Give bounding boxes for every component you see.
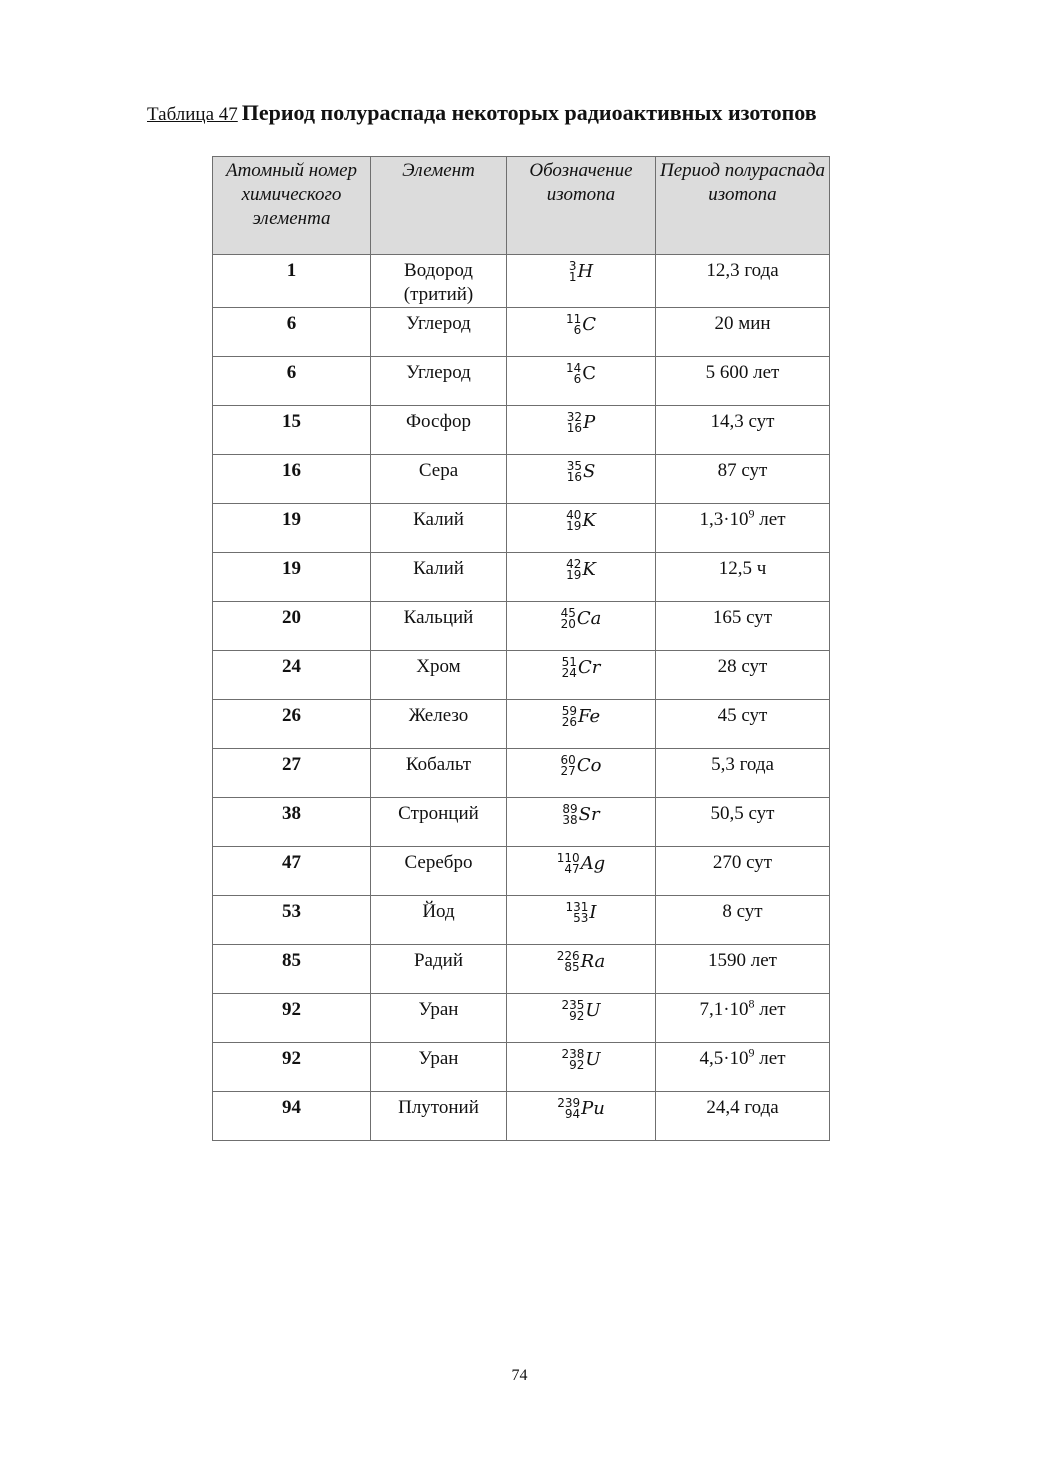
table-title: Период полураспада некоторых радиоактивных изотопов: [241, 100, 817, 125]
element-cell: [371, 896, 507, 945]
isotope-numbers: [561, 997, 585, 1023]
half-life-unit: лет: [754, 1048, 786, 1069]
half-life-exponent: 9: [748, 506, 755, 521]
isotope-numbers: [566, 507, 582, 533]
atomic-number-cell: [213, 406, 371, 455]
atomic-number-cell: [213, 455, 371, 504]
atomic-number: 53: [282, 901, 301, 922]
isotope-numbers: [560, 752, 576, 778]
proton-number: 38: [562, 812, 578, 827]
element-name: Йод: [422, 901, 455, 922]
half-life-value: 87 сут: [717, 460, 768, 481]
atomic-number: 16: [282, 460, 301, 481]
table-row: [213, 700, 830, 749]
proton-number: 47: [564, 861, 580, 876]
mass-number: 32: [566, 409, 583, 424]
isotope-numbers: [565, 360, 582, 386]
element-cell: [371, 798, 507, 847]
half-life-value: 4,5·10: [699, 1048, 749, 1069]
half-life-unit: лет: [754, 999, 786, 1020]
element-symbol: Ca: [576, 607, 602, 629]
isotope-cell: [507, 455, 656, 504]
atomic-number-cell: [213, 994, 371, 1043]
proton-number: 27: [560, 763, 576, 778]
isotope-numbers: [561, 703, 578, 729]
element-symbol: Pu: [581, 1097, 605, 1119]
proton-number: 94: [564, 1106, 581, 1121]
header-element: Элемент: [371, 157, 507, 255]
half-life-cell: [656, 700, 830, 749]
proton-number: 19: [566, 518, 582, 533]
isotope-notation: [566, 557, 596, 582]
half-life-value: 5 600 лет: [705, 362, 780, 383]
atomic-number: 47: [282, 852, 301, 873]
mass-number: 131: [565, 899, 589, 914]
half-life-cell: [656, 945, 830, 994]
atomic-number-cell: [213, 896, 371, 945]
half-life-unit: лет: [754, 509, 786, 530]
element-symbol: K: [582, 558, 596, 580]
element-cell: [371, 1092, 507, 1141]
element-symbol: Sr: [578, 803, 600, 825]
isotope-notation: [557, 949, 606, 974]
isotope-cell: [507, 651, 656, 700]
isotope-cell: [507, 255, 656, 308]
isotope-numbers: [557, 1095, 581, 1121]
element-cell: [371, 553, 507, 602]
table-body: [213, 255, 830, 1141]
element-name: Углерод: [406, 313, 471, 334]
proton-number: 6: [573, 371, 582, 386]
half-life-cell: [656, 1043, 830, 1092]
half-life-value: 45 сут: [717, 705, 768, 726]
isotope-notation: [557, 851, 605, 876]
proton-number: 92: [569, 1057, 585, 1072]
proton-number: 26: [561, 714, 578, 729]
element-name: Серебро: [404, 852, 473, 873]
atomic-number: 15: [282, 411, 301, 432]
atomic-number: 24: [282, 656, 301, 677]
isotope-notation: [562, 802, 599, 827]
table-header: [213, 157, 830, 255]
element-name: Углерод: [406, 362, 471, 383]
table-row: [213, 945, 830, 994]
element-symbol: C: [582, 313, 597, 335]
atomic-number: 26: [282, 705, 301, 726]
atomic-number-cell: [213, 504, 371, 553]
atomic-number-cell: [213, 749, 371, 798]
proton-number: 16: [566, 469, 582, 484]
isotope-numbers: [566, 556, 582, 582]
element-symbol: Ra: [580, 950, 606, 972]
proton-number: 24: [561, 665, 577, 680]
table-row: [213, 651, 830, 700]
mass-number: 3: [568, 258, 577, 273]
isotope-cell: [507, 798, 656, 847]
mass-number: 40: [566, 507, 582, 522]
element-name: Сера: [418, 460, 459, 481]
atomic-number: 19: [282, 509, 301, 530]
half-life-cell: [656, 847, 830, 896]
table-number-label: Таблица 47: [147, 104, 238, 125]
element-cell: [371, 255, 507, 308]
isotope-cell: [507, 357, 656, 406]
element-symbol: U: [585, 999, 601, 1021]
half-life-value: 7,1·10: [699, 999, 749, 1020]
atomic-number: 92: [282, 999, 301, 1020]
half-life-cell: [656, 553, 830, 602]
element-name: Водород (тритий): [403, 260, 474, 305]
mass-number: 110: [556, 850, 580, 865]
isotope-cell: [507, 749, 656, 798]
half-life-cell: [656, 308, 830, 357]
half-life-value: 20 мин: [714, 313, 771, 334]
mass-number: 59: [561, 703, 578, 718]
isotope-notation: [557, 1096, 605, 1121]
element-name: Хром: [416, 656, 461, 677]
mass-number: 226: [556, 948, 580, 963]
proton-number: 92: [569, 1008, 585, 1023]
isotope-notation: [569, 259, 593, 284]
isotope-numbers: [566, 409, 583, 435]
atomic-number: 20: [282, 607, 301, 628]
atomic-number: 6: [286, 362, 297, 383]
mass-number: 51: [561, 654, 577, 669]
table-row: [213, 455, 830, 504]
atomic-number-cell: [213, 553, 371, 602]
element-symbol: Ag: [580, 852, 606, 874]
atomic-number-cell: [213, 945, 371, 994]
atomic-number: 19: [282, 558, 301, 579]
half-life-cell: [656, 455, 830, 504]
isotope-numbers: [565, 311, 582, 337]
mass-number: 35: [566, 458, 582, 473]
element-cell: [371, 357, 507, 406]
element-cell: [371, 1043, 507, 1092]
atomic-number: 92: [282, 1048, 301, 1069]
mass-number: 60: [560, 752, 576, 767]
mass-number: 45: [560, 605, 576, 620]
atomic-number-cell: [213, 308, 371, 357]
element-cell: [371, 602, 507, 651]
isotope-numbers: [561, 654, 577, 680]
isotope-cell: [507, 945, 656, 994]
table-row: [213, 1092, 830, 1141]
element-cell: [371, 406, 507, 455]
isotope-cell: [507, 896, 656, 945]
half-life-cell: [656, 651, 830, 700]
table-row: [213, 994, 830, 1043]
element-cell: [371, 651, 507, 700]
element-symbol: H: [577, 260, 594, 282]
isotope-cell: [507, 700, 656, 749]
atomic-number-cell: [213, 1092, 371, 1141]
element-symbol: K: [582, 509, 596, 531]
atomic-number: 85: [282, 950, 301, 971]
table-row: [213, 504, 830, 553]
isotope-notation: [566, 508, 596, 533]
isotope-notation: [561, 1047, 600, 1072]
isotope-notation: [567, 459, 596, 484]
isotope-numbers: [562, 801, 578, 827]
isotope-numbers: [561, 1046, 585, 1072]
isotope-notation: [562, 655, 601, 680]
half-life-cell: [656, 798, 830, 847]
isotope-numbers: [566, 458, 582, 484]
element-cell: [371, 455, 507, 504]
element-name: Плутоний: [398, 1097, 479, 1118]
isotope-cell: [507, 406, 656, 455]
half-life-exponent: 9: [748, 1045, 755, 1060]
half-life-value: 28 сут: [717, 656, 768, 677]
isotope-cell: [507, 847, 656, 896]
atomic-number: 1: [286, 260, 297, 281]
isotope-cell: [507, 553, 656, 602]
element-symbol: P: [583, 411, 596, 433]
mass-number: 238: [561, 1046, 585, 1061]
table-row: [213, 406, 830, 455]
half-life-cell: [656, 406, 830, 455]
atomic-number-cell: [213, 798, 371, 847]
element-symbol: Fe: [578, 705, 601, 727]
mass-number: 42: [566, 556, 582, 571]
table-row: [213, 255, 830, 308]
isotope-notation: [566, 361, 596, 386]
atomic-number: 27: [282, 754, 301, 775]
isotope-cell: [507, 504, 656, 553]
table-row: [213, 1043, 830, 1092]
atomic-number-cell: [213, 1043, 371, 1092]
atomic-number-cell: [213, 700, 371, 749]
mass-number: 11: [565, 311, 582, 326]
mass-number: 239: [557, 1095, 581, 1110]
table-caption: [147, 100, 817, 126]
element-cell: [371, 308, 507, 357]
atomic-number-cell: [213, 255, 371, 308]
half-life-cell: [656, 504, 830, 553]
half-life-cell: [656, 357, 830, 406]
mass-number: 89: [562, 801, 578, 816]
header-atomic-number: Атомный номер химического элемента: [213, 157, 371, 255]
element-name: Кобальт: [405, 754, 472, 775]
half-life-value: 50,5 сут: [710, 803, 775, 824]
half-life-value: 8 сут: [722, 901, 763, 922]
half-life-cell: [656, 1092, 830, 1141]
element-name: Уран: [418, 1048, 459, 1069]
table-row: [213, 847, 830, 896]
isotope-notation: [567, 410, 595, 435]
atomic-number-cell: [213, 602, 371, 651]
table-row: [213, 357, 830, 406]
proton-number: 16: [566, 420, 583, 435]
proton-number: 85: [564, 959, 580, 974]
atomic-number: 94: [282, 1097, 301, 1118]
table-row: [213, 896, 830, 945]
half-life-value: 14,3 сут: [710, 411, 775, 432]
page-number: 74: [511, 1367, 528, 1384]
half-life-value: 12,3 года: [706, 260, 779, 281]
half-life-cell: [656, 994, 830, 1043]
element-name: Радий: [413, 950, 463, 971]
element-symbol: Co: [576, 754, 602, 776]
isotope-cell: [507, 1043, 656, 1092]
atomic-number-cell: [213, 357, 371, 406]
header-half-life: Период полураспада изотопа: [656, 157, 830, 255]
atomic-number-cell: [213, 651, 371, 700]
isotope-notation: [566, 312, 596, 337]
isotope-cell: [507, 994, 656, 1043]
proton-number: 1: [568, 269, 577, 284]
half-life-value: 12,5 ч: [718, 558, 767, 579]
half-life-cell: [656, 602, 830, 651]
element-name: Стронций: [398, 803, 479, 824]
half-life-cell: [656, 896, 830, 945]
element-symbol: C: [582, 362, 597, 384]
half-life-cell: [656, 749, 830, 798]
isotope-notation: [565, 900, 596, 925]
half-life-value: 1,3·10: [699, 509, 749, 530]
element-cell: [371, 504, 507, 553]
table-row: [213, 749, 830, 798]
element-cell: [371, 847, 507, 896]
table-row: [213, 602, 830, 651]
atomic-number-cell: [213, 847, 371, 896]
isotope-notation: [561, 998, 600, 1023]
mass-number: 14: [565, 360, 582, 375]
header-isotope-notation: Обозначение изотопа: [507, 157, 656, 255]
table-row: [213, 798, 830, 847]
table-row: [213, 308, 830, 357]
element-cell: [371, 700, 507, 749]
isotope-numbers: [565, 899, 589, 925]
proton-number: 6: [573, 322, 582, 337]
element-cell: [371, 994, 507, 1043]
half-life-value: 165 сут: [712, 607, 773, 628]
mass-number: 235: [561, 997, 585, 1012]
element-cell: [371, 945, 507, 994]
half-life-exponent: 8: [748, 996, 755, 1011]
half-life-value: 5,3 года: [711, 754, 774, 775]
half-life-cell: [656, 255, 830, 308]
isotope-cell: [507, 1092, 656, 1141]
element-name: Кальций: [403, 607, 474, 628]
element-name: Калий: [413, 509, 464, 530]
half-life-value: 270 сут: [712, 852, 773, 873]
element-symbol: Cr: [577, 656, 601, 678]
element-symbol: U: [585, 1048, 601, 1070]
element-symbol: I: [589, 901, 597, 923]
isotope-numbers: [568, 258, 577, 284]
element-symbol: S: [582, 460, 596, 482]
proton-number: 20: [560, 616, 576, 631]
half-life-value: 24,4 года: [706, 1097, 779, 1118]
proton-number: 53: [573, 910, 589, 925]
isotope-cell: [507, 602, 656, 651]
isotope-numbers: [556, 850, 580, 876]
element-name: Фосфор: [406, 411, 471, 432]
proton-number: 19: [566, 567, 582, 582]
isotope-notation: [562, 704, 600, 729]
element-name: Калий: [413, 558, 464, 579]
atomic-number: 38: [282, 803, 301, 824]
half-life-value: 1590 лет: [708, 950, 777, 971]
header-row: [213, 157, 830, 255]
isotope-notation: [561, 606, 602, 631]
half-life-table: [212, 156, 830, 1141]
isotope-numbers: [560, 605, 576, 631]
element-name: Железо: [408, 705, 469, 726]
atomic-number: 6: [286, 313, 297, 334]
isotope-notation: [561, 753, 602, 778]
element-cell: [371, 749, 507, 798]
isotope-cell: [507, 308, 656, 357]
element-name: Уран: [418, 999, 459, 1020]
isotope-numbers: [556, 948, 580, 974]
table-row: [213, 553, 830, 602]
